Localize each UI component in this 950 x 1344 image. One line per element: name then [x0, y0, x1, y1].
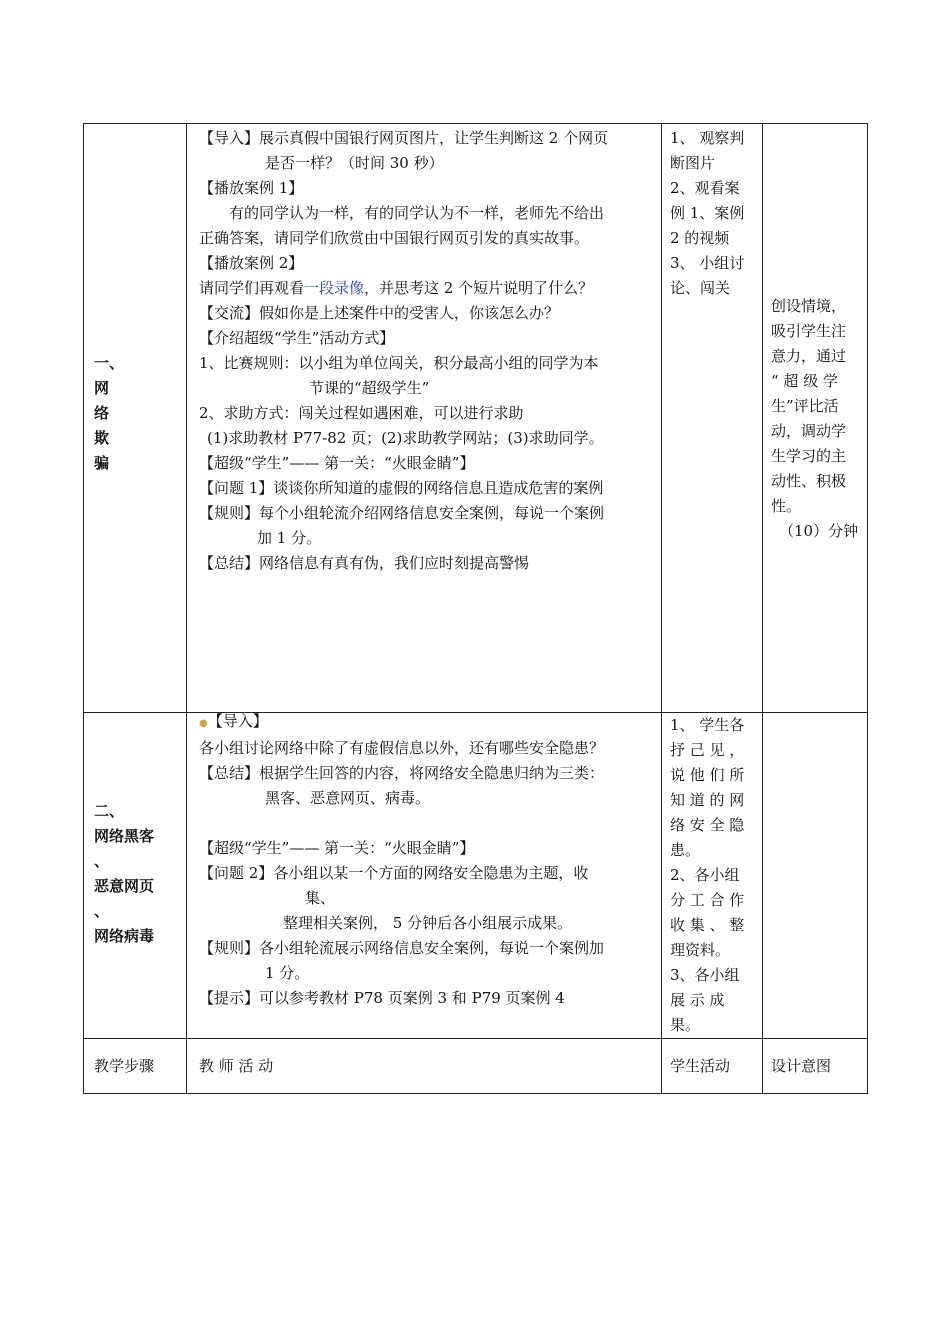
design-line: 吸引学生注: [771, 322, 847, 340]
exchange-line: 【交流】假如你是上述案件中的受害人，你该怎么办？: [199, 304, 560, 322]
student-line: 3、各小组: [670, 966, 740, 984]
col-header-student-label: 学生活动: [670, 1056, 731, 1075]
question-1: 【问题 1】谈谈你所知道的虚假的网络信息且造成危害的案例: [199, 479, 604, 497]
col-header-teacher: [187, 1039, 662, 1094]
step-title-line: 欺: [94, 429, 110, 447]
summary-line: 【总结】网络信息有真有伪，我们应时刻提高警惕: [199, 554, 530, 572]
step-title-line: 、: [94, 902, 110, 920]
step-title-line: 一、: [94, 354, 125, 372]
student-activity-cell-2: [662, 713, 763, 1039]
student-line: 3、 小组讨: [670, 254, 745, 272]
case1-text: 有的同学认为一样，有的同学认为不一样，老师先不给出: [229, 204, 605, 222]
student-line: 络 安 全 隐: [670, 816, 745, 834]
step-title-line: 网络黑客: [94, 827, 155, 845]
col-header-design: [763, 1039, 868, 1094]
student-activity-cell-1: [662, 124, 763, 713]
design-line: 动，调动学: [771, 422, 847, 440]
rule-line: 【规则】每个小组轮流介绍网络信息安全案例，每说一个案例: [199, 504, 605, 522]
col-header-teacher-label: 教 师 活 动: [199, 1056, 274, 1075]
col-header-step-label: 教学步骤: [94, 1056, 155, 1075]
design-line: “ 超 级 学: [771, 372, 838, 390]
case1-text-2: 正确答案，请同学们欣赏由中国银行网页引发的真实故事。: [199, 229, 590, 247]
student-line: 论、闯关: [670, 279, 731, 297]
table-row-header-labels: [84, 1039, 868, 1094]
discuss-line: 各小组讨论网络中除了有虚假信息以外，还有哪些安全隐患？: [199, 739, 605, 757]
case2-tag: 【播放案例 2】: [199, 254, 304, 272]
rule-1b: 节课的“超级学生”: [309, 379, 430, 397]
summary-line-2: 黑客、恶意网页、病毒。: [265, 789, 431, 807]
student-line: 2 的视频: [670, 229, 730, 247]
student-line: 2、各小组: [670, 866, 740, 884]
design-line: （10）分钟: [779, 522, 859, 540]
case2-text: 请同学们再观看一段录像，并思考这 2 个短片说明了什么？: [199, 279, 594, 297]
table-row-section-1: [84, 124, 868, 713]
hint-line: 【提示】可以参考教材 P78 页案例 3 和 P79 页案例 4: [199, 989, 565, 1007]
level-title: 【超级“学生”—— 第一关：“火眼金睛”】: [199, 454, 475, 472]
bullet-marker-icon: ●: [199, 718, 208, 729]
design-line: 性。: [771, 497, 802, 515]
student-line: 理资料。: [670, 941, 731, 959]
level-title: 【超级“学生”—— 第一关：“火眼金睛”】: [199, 839, 475, 857]
question-2-line-3: 整理相关案例， 5 分钟后各小组展示成果。: [283, 914, 573, 932]
rule-1: 1、比赛规则：以小组为单位闯关，积分最高小组的同学为本: [199, 354, 599, 372]
intro-line-2: 是否一样？（时间 30 秒）: [265, 154, 444, 172]
step-title-line: 网: [94, 379, 110, 397]
method-title: 【介绍超级“学生”活动方式】: [199, 329, 395, 347]
student-line: 展 示 成: [670, 991, 725, 1009]
student-line: 1、 观察判: [670, 129, 745, 147]
student-line: 果。: [670, 1016, 701, 1034]
student-line: 分 工 合 作: [670, 891, 745, 909]
step-title-line: 二、: [94, 802, 125, 820]
table-row-section-2: [84, 713, 868, 1039]
intro-line: ●【导入】: [199, 712, 268, 730]
student-line: 例 1、案例: [670, 204, 745, 222]
step-title-line: 、: [94, 852, 110, 870]
teacher-activity-cell-1: [187, 124, 662, 713]
student-line: 断图片: [670, 154, 716, 172]
rule-line-2: 1 分。: [265, 964, 310, 982]
student-line: 收 集 、 整: [670, 916, 745, 934]
student-line: 2、观看案: [670, 179, 740, 197]
col-header-student: [662, 1039, 763, 1094]
rule-2: 2、求助方式：闯关过程如遇困难，可以进行求助: [199, 404, 524, 422]
design-line: 生学习的主: [771, 447, 847, 465]
step-cell-1: [84, 124, 187, 713]
design-line: 生”评比活: [771, 397, 839, 415]
question-2-line-2: 集、: [305, 889, 336, 907]
step-cell-2: [84, 713, 187, 1039]
video-link[interactable]: 一段录像: [304, 279, 365, 297]
step-title-line: 络: [94, 404, 110, 422]
student-line: 1、 学生各: [670, 716, 745, 734]
step-title-line: 恶意网页: [94, 877, 155, 895]
col-header-design-label: 设计意图: [771, 1056, 832, 1075]
blank-line: [199, 811, 661, 836]
rule-line-2: 加 1 分。: [257, 529, 322, 547]
design-intent-cell-1: [763, 124, 868, 713]
rule-line: 【规则】各小组轮流展示网络信息安全案例，每说一个案例加: [199, 939, 605, 957]
design-intent-cell-2: [763, 713, 868, 1039]
step-title-2: [94, 799, 154, 949]
teacher-activity-cell-2: [187, 713, 662, 1039]
step-title-1: [94, 351, 124, 476]
col-header-step: [84, 1039, 187, 1094]
case1-tag: 【播放案例 1】: [199, 179, 304, 197]
design-line: 意力，通过: [771, 347, 847, 365]
student-line: 知 道 的 网: [670, 791, 745, 809]
summary-line: 【总结】根据学生回答的内容，将网络安全隐患归纳为三类：: [199, 764, 605, 782]
step-title-line: 骗: [94, 454, 110, 472]
design-line: 动性、积极: [771, 472, 847, 490]
step-title-line: 网络病毒: [94, 927, 155, 945]
student-line: 说 他 们 所: [670, 766, 745, 784]
intro-line: 【导入】展示真假中国银行网页图片，让学生判断这 2 个网页: [199, 129, 609, 147]
rule-2b: (1)求助教材 P77-82 页；(2)求助教学网站；(3)求助同学。: [207, 429, 604, 447]
design-line: 创设情境，: [771, 297, 847, 315]
lesson-plan-table: [83, 123, 868, 1094]
student-line: 抒 己 见 ，: [670, 741, 745, 759]
question-2: 【问题 2】各小组以某一个方面的网络安全隐患为主题，收: [199, 864, 589, 882]
student-line: 患。: [670, 841, 701, 859]
